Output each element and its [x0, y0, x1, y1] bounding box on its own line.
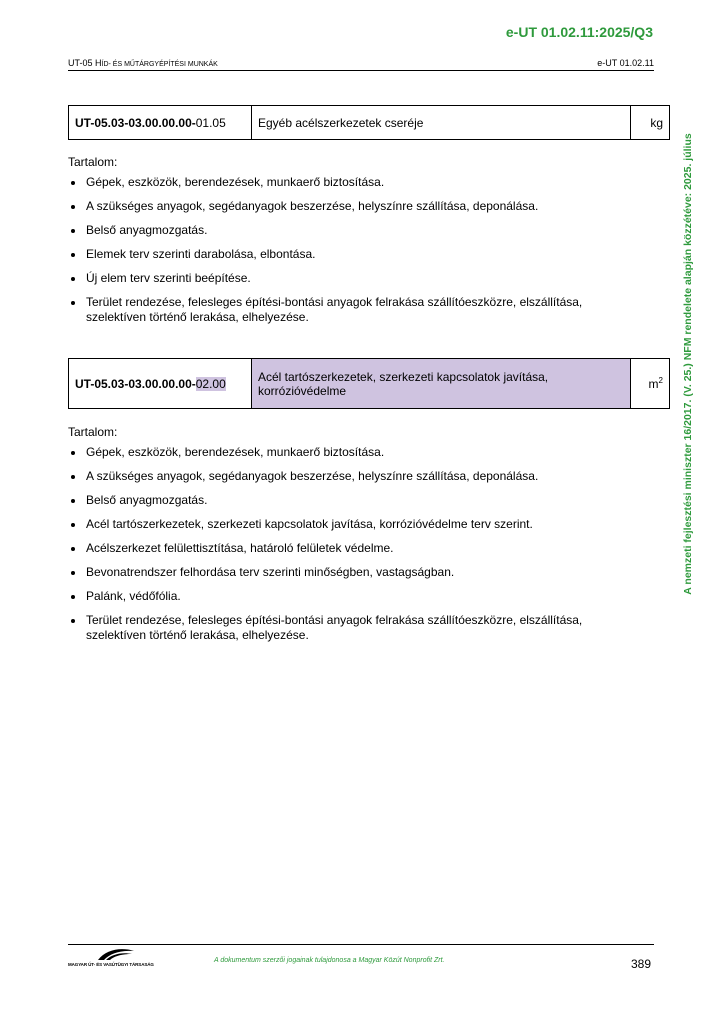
item-unit: [631, 359, 670, 409]
item-header-table: [68, 105, 670, 140]
item-code: [69, 359, 252, 409]
item-unit-exponent: 2: [658, 376, 663, 385]
content-label: Tartalom:: [68, 155, 118, 169]
item-description: Acél tartószerkezetek, szerkezeti kapcsolatok javítása, korrózióvédelme: [252, 359, 631, 409]
list-item: Belső anyagmozgatás.: [68, 223, 628, 238]
list-item: A szükséges anyagok, segédanyagok beszerzése, helyszínre szállítása, deponálása.: [68, 199, 628, 214]
copyright-notice: A dokumentum szerzői jogainak tulajdonosa a Magyar Közút Nonprofit Zrt.: [214, 957, 445, 964]
item-content: [68, 423, 628, 652]
society-logo-text: MAGYAR ÚT- ÉS VASÚTÜGYI TÁRSASÁG: [68, 962, 154, 967]
section-title-small-caps: ÍD- ÉS MŰTÁRGYÉPÍTÉSI MUNKÁK: [101, 61, 218, 68]
road-swoosh-icon: [96, 947, 136, 961]
list-item: Palánk, védőfólia.: [68, 589, 628, 604]
publication-side-note: A nemzeti fejlesztési miniszter 16/2017. (V. 25.) NFM rendelete alapján közzétéve: 2025. július: [682, 133, 694, 595]
document-id: e-UT 01.02.11:2025/Q3: [505, 24, 653, 40]
item-code-main: UT-05.03-03.00.00.00-: [75, 115, 196, 130]
list-item: Terület rendezése, felesleges építési-bontási anyagok felrakása szállítóeszközre, elszállítása, szelektíven történő lerakása, elhelyezése.: [68, 613, 628, 643]
running-header: [68, 58, 654, 71]
standard-ref: e-UT 01.02.11: [597, 58, 654, 68]
list-item: A szükséges anyagok, segédanyagok beszerzése, helyszínre szállítása, deponálása.: [68, 469, 628, 484]
section-title: [68, 58, 218, 68]
content-label: Tartalom:: [68, 425, 118, 439]
list-item: Acélszerkezet felülettisztítása, határoló felületek védelme.: [68, 541, 628, 556]
content-bullet-list: [68, 175, 628, 325]
list-item: Elemek terv szerinti darabolása, elbontása.: [68, 247, 628, 262]
list-item: Terület rendezése, felesleges építési-bontási anyagok felrakása szállítóeszközre, elszállítása, szelektíven történő lerakása, elhelyezése.: [68, 295, 628, 325]
list-item: Acél tartószerkezetek, szerkezeti kapcsolatok javítása, korrózióvédelme terv szerint.: [68, 517, 628, 532]
item-code-suffix: 02.00: [195, 376, 226, 391]
list-item: Bevonatrendszer felhordása terv szerinti minőségben, vastagságban.: [68, 565, 628, 580]
item-header-table: [68, 358, 670, 409]
list-item: Belső anyagmozgatás.: [68, 493, 628, 508]
page-number: 389: [630, 957, 651, 971]
item-content: [68, 153, 628, 334]
list-item: Gépek, eszközök, berendezések, munkaerő biztosítása.: [68, 445, 628, 460]
page-footer: [68, 944, 654, 975]
item-unit: kg: [631, 106, 670, 140]
item-code: [69, 106, 252, 140]
item-description: Egyéb acélszerkezetek cseréje: [252, 106, 631, 140]
item-unit-base: m: [648, 377, 659, 391]
item-code-suffix: 01.05: [195, 115, 226, 130]
society-logo: [68, 947, 168, 971]
list-item: Gépek, eszközök, berendezések, munkaerő biztosítása.: [68, 175, 628, 190]
section-title-prefix: UT-05 H: [68, 58, 102, 68]
list-item: Új elem terv szerinti beépítése.: [68, 271, 628, 286]
content-bullet-list: [68, 445, 628, 643]
item-code-main: UT-05.03-03.00.00.00-: [75, 376, 196, 391]
